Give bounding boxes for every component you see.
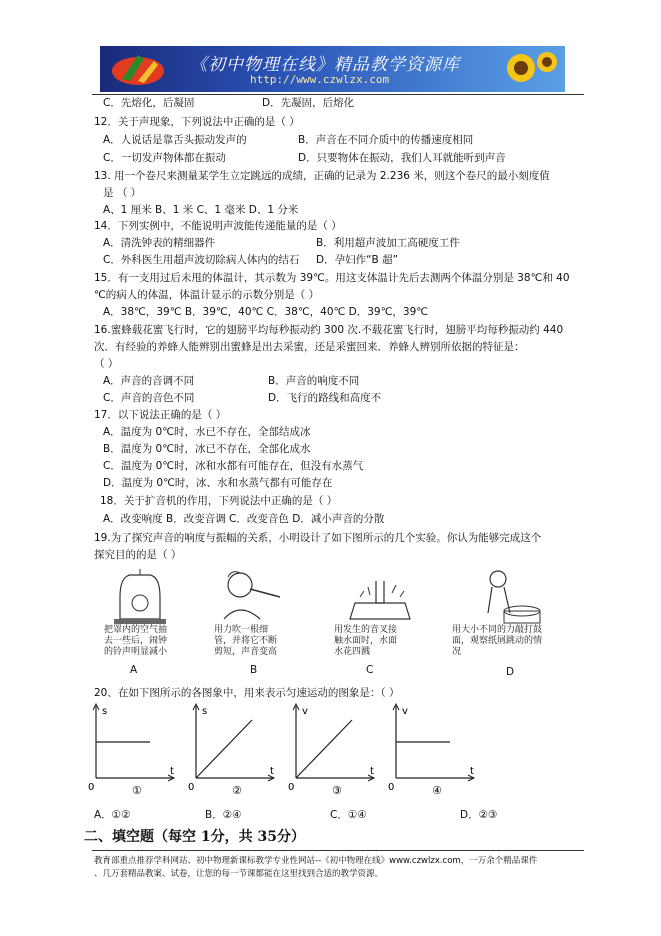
sunflower-icon [499,48,559,90]
graph-2 [188,700,284,797]
q13-options: A、1 厘米 B、1 米 C、1 毫米 D、1 分米 [103,204,299,216]
option-d-line: D．先凝固，后熔化 [262,97,355,109]
footer-rule [92,850,584,851]
q12-option-d: D．只要物体在振动，我们人耳就能听到声音 [298,152,506,164]
experiment-d-label: D [506,666,515,678]
question-19: 19.为了探究声音的响度与振幅的关系，小明设计了如下图所示的几个实验。你认为能够完成这个 [94,532,542,544]
q14-option-c: C．外科医生用超声波切除病人体内的结石 [103,254,300,266]
q16-option-c: C．声音的音色不同 [103,392,195,404]
bell-jar-icon [90,567,190,627]
graph-origin-label: 0 [388,782,395,793]
graph-x-label: t [270,766,274,777]
question-17: 17．以下说法正确的是（ ） [94,409,227,421]
q20-option-a: A．①② [94,809,131,821]
experiment-d-caption: 用大小不同的力敲打鼓面，观察纸屑跳动的情况 [452,625,543,657]
q14-option-a: A．清洗钟表的精细器件 [103,237,216,249]
graph-y-label: s [102,706,108,717]
graph-x-label: t [470,766,474,777]
question-19-cont: 探究目的的是（ ） [94,549,182,561]
q12-option-c: C．一切发声物体都在振动 [103,152,226,164]
section-heading: 二、填空题（每空 1分，共 35分） [84,829,305,845]
experiment-a-caption: 把罩内的空气抽去一些后，闹钟的铃声明显减小 [104,625,168,657]
q18-options: A．改变响度 B．改变音调 C．改变音色 D．减小声音的分散 [103,513,385,525]
question-20: 20、在如下图所示的各图象中，用来表示匀速运动的图象是：（ ） [94,687,400,699]
question-16: 16.蜜蜂载花蜜飞行时，它的翅膀平均每秒振动约 300 次.不载花蜜飞行时，翅膀平均每秒振动约 440 [94,324,564,336]
graph-origin-label: 0 [288,782,295,793]
question-13: 13. 用一个卷尺来测量某学生立定跳远的成绩，正确的记录为 2.236 米，则这个卷尺的最小刻度值 [94,170,550,182]
graph-line-slope [296,720,352,778]
graph-line-slope [196,720,252,778]
site-logo-icon [108,49,168,89]
graph-4 [388,700,484,797]
graph-y-label: v [302,706,308,717]
q14-option-b: B．利用超声波加工高硬度工件 [316,237,460,249]
experiment-c-caption: 用发生的音叉接触水面时，水面水花四溅 [334,625,398,657]
banner-url[interactable]: http://www.czwlzx.com [250,73,390,86]
tuning-fork-water-icon [330,567,430,627]
header-banner [100,46,565,92]
q20-option-b: B．②④ [205,809,242,821]
footer-line-1: 教育部重点推荐学科网站、初中物理新课标教学专业性网站--《初中物理在线》www.czwlzx.com，一万余个精品课件 [94,856,538,866]
header-rule [92,94,584,95]
question-15: 15．有一支用过后未甩的体温计，其示数为 39℃。用这支体温计先后去测两个体温分别是 38℃和 40 [94,272,570,284]
q16-option-b: B．声音的响度不同 [268,375,360,387]
q17-option-d: D．温度为 0℃时，冰、水和水蒸气都有可能存在 [103,477,333,489]
graph-origin-label: 0 [188,782,195,793]
person-drum-icon [452,567,552,627]
graph-y-label: s [202,706,208,717]
experiment-c[interactable] [330,567,430,677]
graph-number-label: ② [232,784,242,797]
q20-option-d: D．②③ [460,809,498,821]
question-18: 18．关于扩音机的作用，下列说法中正确的是（ ） [100,495,338,507]
question-13-cont: 是 （ ） [103,187,142,199]
q15-options: A．38℃，39℃ B．39℃，40℃ C．38℃，40℃ D．39℃，39℃ [103,306,429,318]
graph-x-label: t [370,766,374,777]
q17-option-b: B．温度为 0℃时，冰已不存在，全部化成水 [103,443,311,455]
q16-answer-paren: （ ） [94,358,119,370]
footer-line-2: 、几万套精品教案、试卷，让您的每一节课都能在这里找到合适的教学资源。 [94,869,384,879]
person-blowing-tube-icon [210,567,310,627]
q12-option-a: A．人说话是靠舌头振动发声的 [103,134,247,146]
graph-3 [288,700,384,797]
graph-y-label: v [402,706,408,717]
experiment-c-label: C [366,664,374,676]
q20-option-c: C．①④ [330,809,367,821]
experiment-a[interactable] [90,567,190,677]
graph-x-label: t [170,766,174,777]
option-c-line: C．先熔化，后凝固 [103,97,195,109]
graph-1 [88,700,184,797]
graph-origin-label: 0 [88,782,95,793]
experiment-b[interactable] [210,567,310,677]
question-14: 14．下列实例中，不能说明声波能传递能量的是（ ） [94,220,342,232]
q16-option-a: A．声音的音调不同 [103,375,195,387]
q17-option-c: C．温度为 0℃时，冰和水都有可能存在，但没有水蒸气 [103,460,364,472]
experiment-b-label: B [250,664,258,676]
experiment-d[interactable] [452,567,552,677]
experiment-b-caption: 用力吹一根细管，并将它不断剪短，声音变高 [214,625,278,657]
question-16-cont: 次．有经验的养蜂人能辨别出蜜蜂是出去采蜜，还是采蜜回来．养蜂人辨别所依据的特征是： [94,341,525,353]
q16-option-d: D．飞行的路线和高度不 [268,392,382,404]
q12-option-b: B．声音在不同介质中的传播速度相同 [298,134,474,146]
q14-option-d: D．孕妇作“B 超” [316,254,399,266]
q17-option-a: A．温度为 0℃时，水已不存在，全部结成冰 [103,426,311,438]
banner-title: 《初中物理在线》精品教学资源库 [190,55,460,75]
graph-number-label: ③ [332,784,342,797]
experiment-a-label: A [130,664,138,676]
graph-number-label: ① [132,784,142,797]
graph-number-label: ④ [432,784,442,797]
question-12: 12．关于声现象，下列说法中正确的是（ ） [94,116,300,128]
question-15-cont: ℃的病人的体温，体温计显示的示数分别是（ ） [94,289,320,301]
